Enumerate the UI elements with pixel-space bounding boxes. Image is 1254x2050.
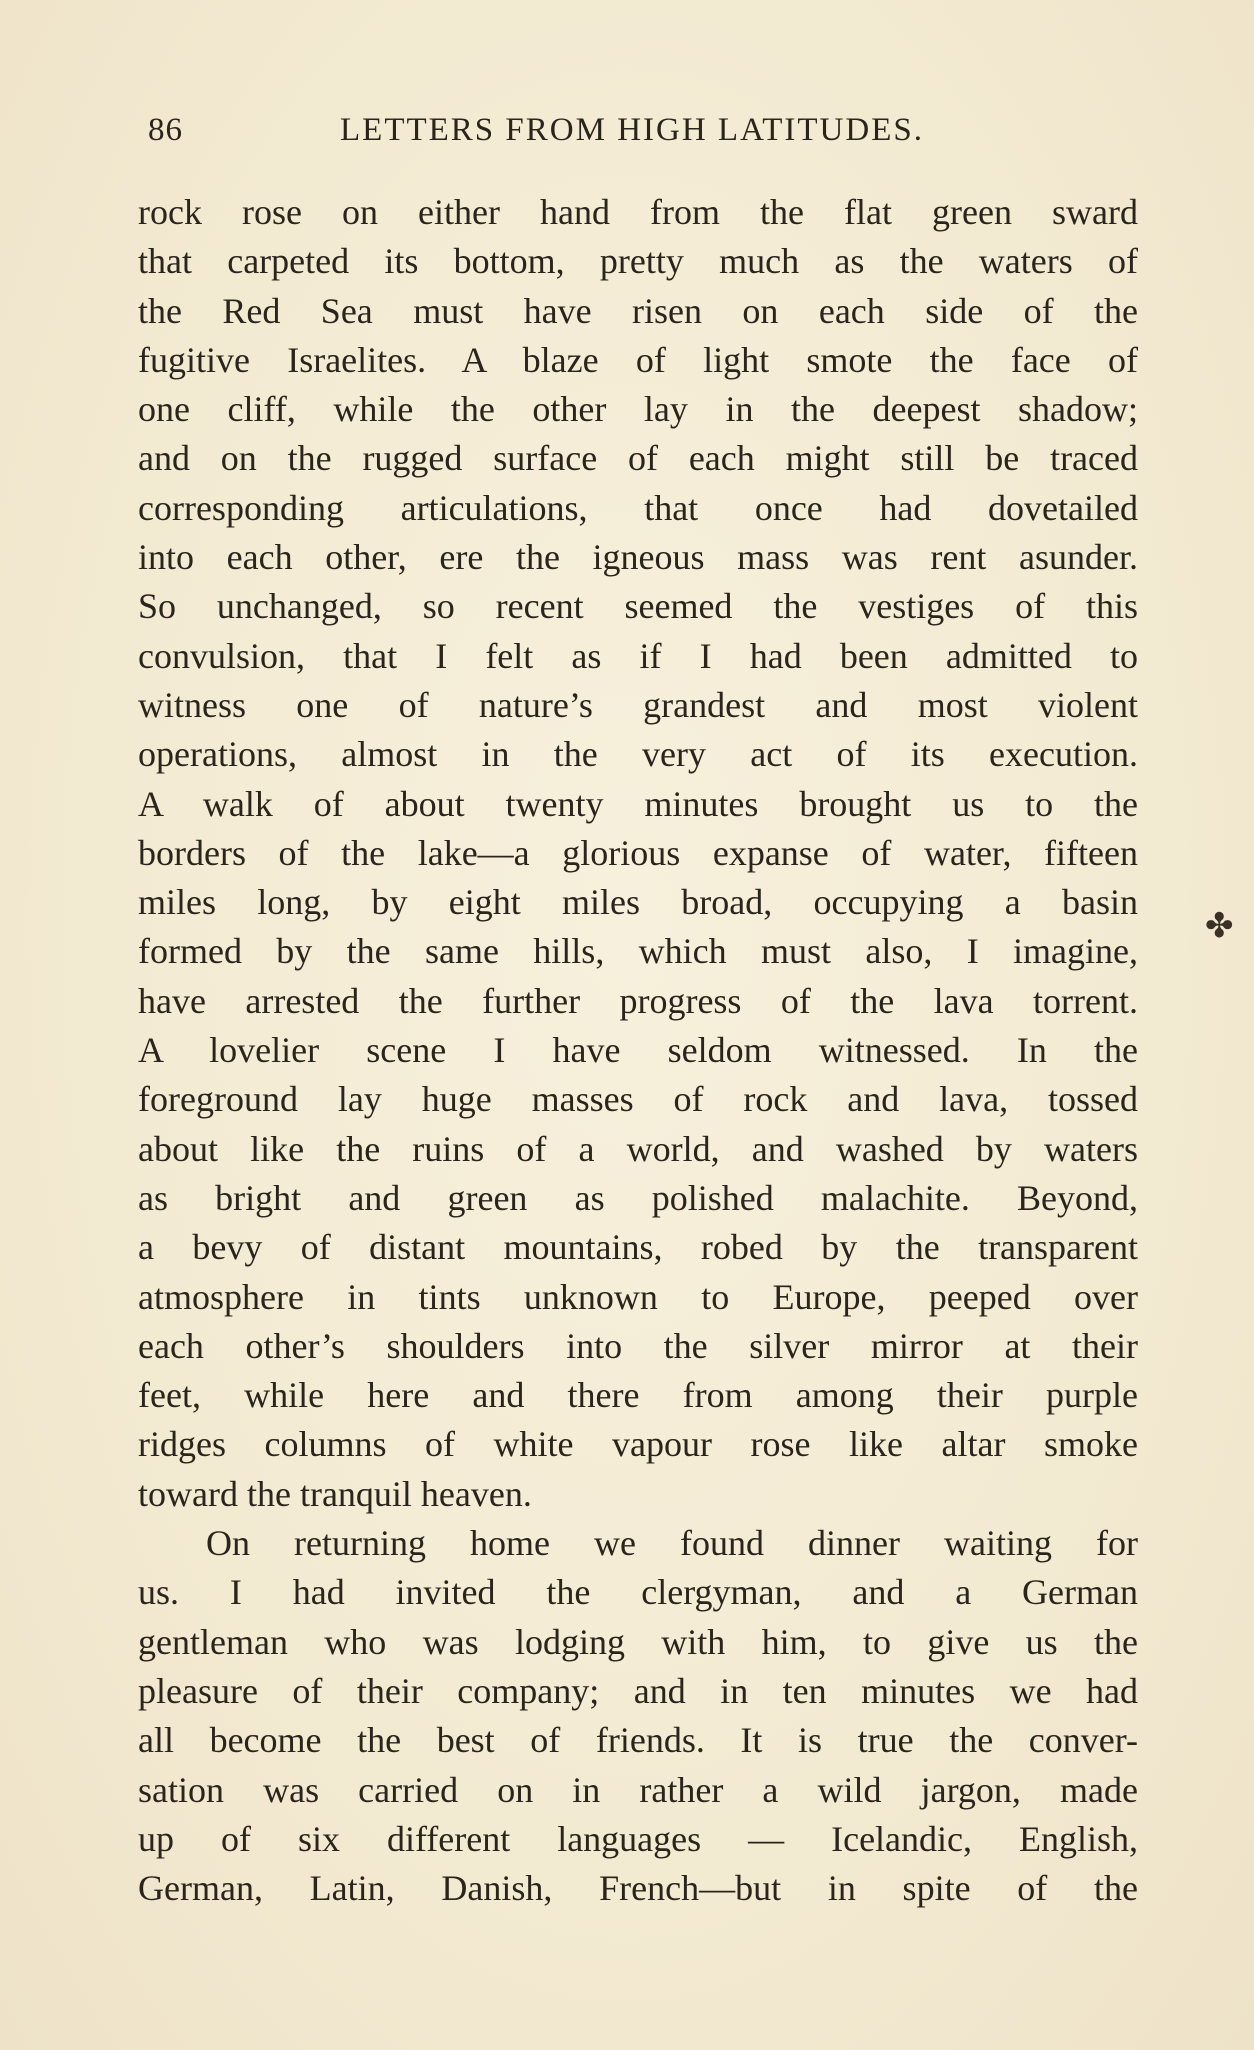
text-line: us. I had invited the clergyman, and a German — [138, 1572, 1138, 1613]
text-line: up of six different languages — Icelandic, English, — [138, 1818, 1138, 1859]
text-line: ridges columns of white vapour rose like altar smoke — [138, 1424, 1138, 1465]
text-line: witness one of nature’s grandest and most violent — [138, 684, 1138, 725]
text-line: foreground lay huge masses of rock and lava, tossed — [138, 1079, 1138, 1120]
text-line: corresponding articulations, that once had dovetailed — [138, 487, 1138, 528]
text-line: the Red Sea must have risen on each side of the — [138, 290, 1138, 331]
text-line: A lovelier scene I have seldom witnessed. In the — [138, 1030, 1138, 1071]
text-line: about like the ruins of a world, and washed by waters — [138, 1128, 1138, 1169]
text-line: that carpeted its bottom, pretty much as the waters of — [138, 241, 1138, 282]
text-line: have arrested the further progress of the lava torrent. — [138, 980, 1138, 1021]
text-line: into each other, ere the igneous mass was rent asunder. — [138, 537, 1138, 578]
text-line: fugitive Israelites. A blaze of light smote the face of — [138, 339, 1138, 380]
text-line: borders of the lake—a glorious expanse of water, fifteen — [138, 832, 1138, 873]
text-line: formed by the same hills, which must also, I imagine, — [138, 931, 1138, 972]
margin-ornament-icon: ✤ — [1205, 908, 1234, 945]
text-line: rock rose on either hand from the flat green sward — [138, 192, 1138, 232]
text-line: German, Latin, Danish, French—but in spite of the — [138, 1868, 1138, 1909]
text-line: one cliff, while the other lay in the deepest shadow; — [138, 389, 1138, 430]
text-line: as bright and green as polished malachite. Beyond, — [138, 1177, 1138, 1218]
text-line: sation was carried on in rather a wild jargon, made — [138, 1769, 1138, 1810]
running-title: LETTERS FROM HIGH LATITUDES. — [340, 112, 924, 148]
text-line: a bevy of distant mountains, robed by the transparent — [138, 1227, 1138, 1268]
text-line: So unchanged, so recent seemed the vestiges of this — [138, 586, 1138, 627]
text-line: and on the rugged surface of each might still be traced — [138, 438, 1138, 479]
text-line: each other’s shoulders into the silver mirror at their — [138, 1325, 1138, 1366]
text-line: miles long, by eight miles broad, occupying a basin — [138, 882, 1138, 923]
text-line-paragraph-end: toward the tranquil heaven. — [138, 1473, 532, 1514]
text-line: all become the best of friends. It is true the conver- — [138, 1720, 1138, 1761]
text-line: pleasure of their company; and in ten minutes we had — [138, 1670, 1138, 1711]
text-line: gentleman who was lodging with him, to give us the — [138, 1621, 1138, 1662]
text-line: feet, while here and there from among their purple — [138, 1375, 1138, 1416]
text-line-paragraph-start: On returning home we found dinner waiting for — [206, 1523, 1138, 1564]
text-line: A walk of about twenty minutes brought us to the — [138, 783, 1138, 824]
page-number: 86 — [148, 112, 183, 148]
page-header — [140, 112, 1130, 162]
text-line: operations, almost in the very act of its execution. — [138, 734, 1138, 775]
text-line: convulsion, that I felt as if I had been admitted to — [138, 635, 1138, 676]
body-text — [138, 188, 1138, 1913]
text-line: atmosphere in tints unknown to Europe, peeped over — [138, 1276, 1138, 1317]
